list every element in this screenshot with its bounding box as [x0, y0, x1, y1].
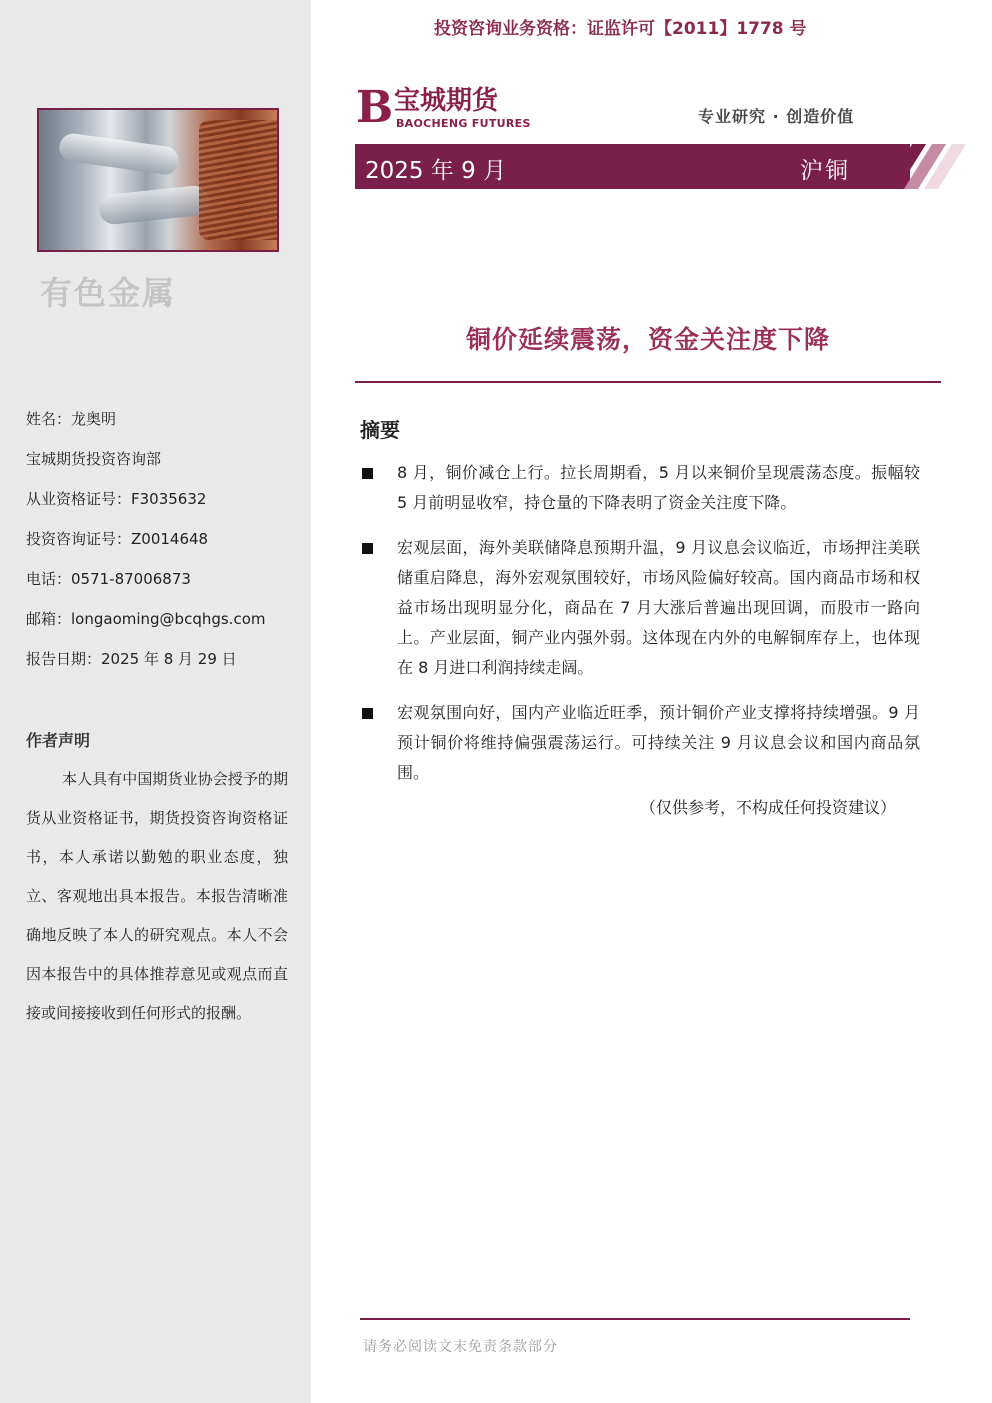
title-divider [355, 381, 941, 383]
banner-date: 2025 年 9 月 [365, 158, 507, 184]
email: 邮箱：longaoming@bcqhgs.com [26, 610, 266, 628]
summary-list [360, 458, 920, 803]
summary-heading: 摘要 [360, 418, 400, 442]
reference-note: （仅供参考，不构成任何投资建议） [640, 798, 897, 817]
report-banner [355, 144, 910, 189]
phone: 电话：0571-87006873 [26, 570, 191, 588]
logo-name-cn: 宝城期货 [394, 86, 499, 116]
report-title: 铜价延续震荡，资金关注度下降 [465, 325, 830, 354]
qualification-number: 从业资格证号：F3035632 [26, 490, 207, 508]
author-name: 姓名：龙奥明 [26, 410, 117, 428]
photo-rod [98, 184, 211, 225]
bullet-text: 宏观层面，海外美联储降息预期升温，9 月议息会议临近，市场押注美联储重启降息，海外宏观氛围较好，市场风险偏好较高。国内商品市场和权益市场出现明显分化，商品在 7 月大涨后普遍出现回调，而股市一路向上。产业层面，铜产业内强外弱。这体现在内外的电解铜库存上，也体现在 8 月进口利润持续走阔。 [397, 538, 920, 677]
bullet-text: 8 月，铜价减仓上行。拉长周期看，5 月以来铜价呈现震荡态度。振幅较 5 月前明显收窄，持仓量的下降表明了资金关注度下降。 [397, 463, 920, 512]
license-text: 投资咨询业务资格：证监许可【2011】1778 号 [434, 19, 807, 39]
square-bullet-icon [362, 708, 373, 719]
footer-disclaimer: 请务必阅读文末免责条款部分 [363, 1339, 558, 1355]
category-label: 有色金属 [40, 274, 177, 312]
list-item [360, 533, 920, 683]
photo-copper-coil [199, 120, 279, 240]
author-department: 宝城期货投资咨询部 [26, 450, 162, 468]
logo-name-en: BAOCHENG FUTURES [396, 117, 531, 130]
declaration-body: 本人具有中国期货业协会授予的期货从业资格证书，期货投资咨询资格证书，本人承诺以勤勉的职业态度，独立、客观地出具本报告。本报告清晰准确地反映了本人的研究观点。本人不会因本报告中的具体推荐意见或观点而直接或间接接收到任何形式的报酬。 [26, 770, 288, 1022]
square-bullet-icon [362, 468, 373, 479]
cover-photo [37, 108, 279, 252]
report-date: 报告日期：2025 年 8 月 29 日 [26, 650, 237, 668]
declaration-title: 作者声明 [26, 731, 91, 750]
footer-divider [360, 1318, 910, 1320]
photo-rod [58, 132, 181, 176]
square-bullet-icon [362, 543, 373, 554]
sidebar [0, 0, 311, 1403]
list-item [360, 698, 920, 788]
list-item [360, 458, 920, 518]
author-info [26, 408, 266, 688]
slogan: 专业研究 · 创造价值 [698, 107, 855, 126]
logo-mark-icon: B [356, 82, 394, 133]
consulting-number: 投资咨询证号：Z0014648 [26, 530, 209, 548]
bullet-text: 宏观氛围向好，国内产业临近旺季，预计铜价产业支撑将持续增强。9 月预计铜价将维持偏强震荡运行。可持续关注 9 月议息会议和国内商品氛围。 [397, 703, 920, 782]
banner-product: 沪铜 [800, 158, 850, 184]
